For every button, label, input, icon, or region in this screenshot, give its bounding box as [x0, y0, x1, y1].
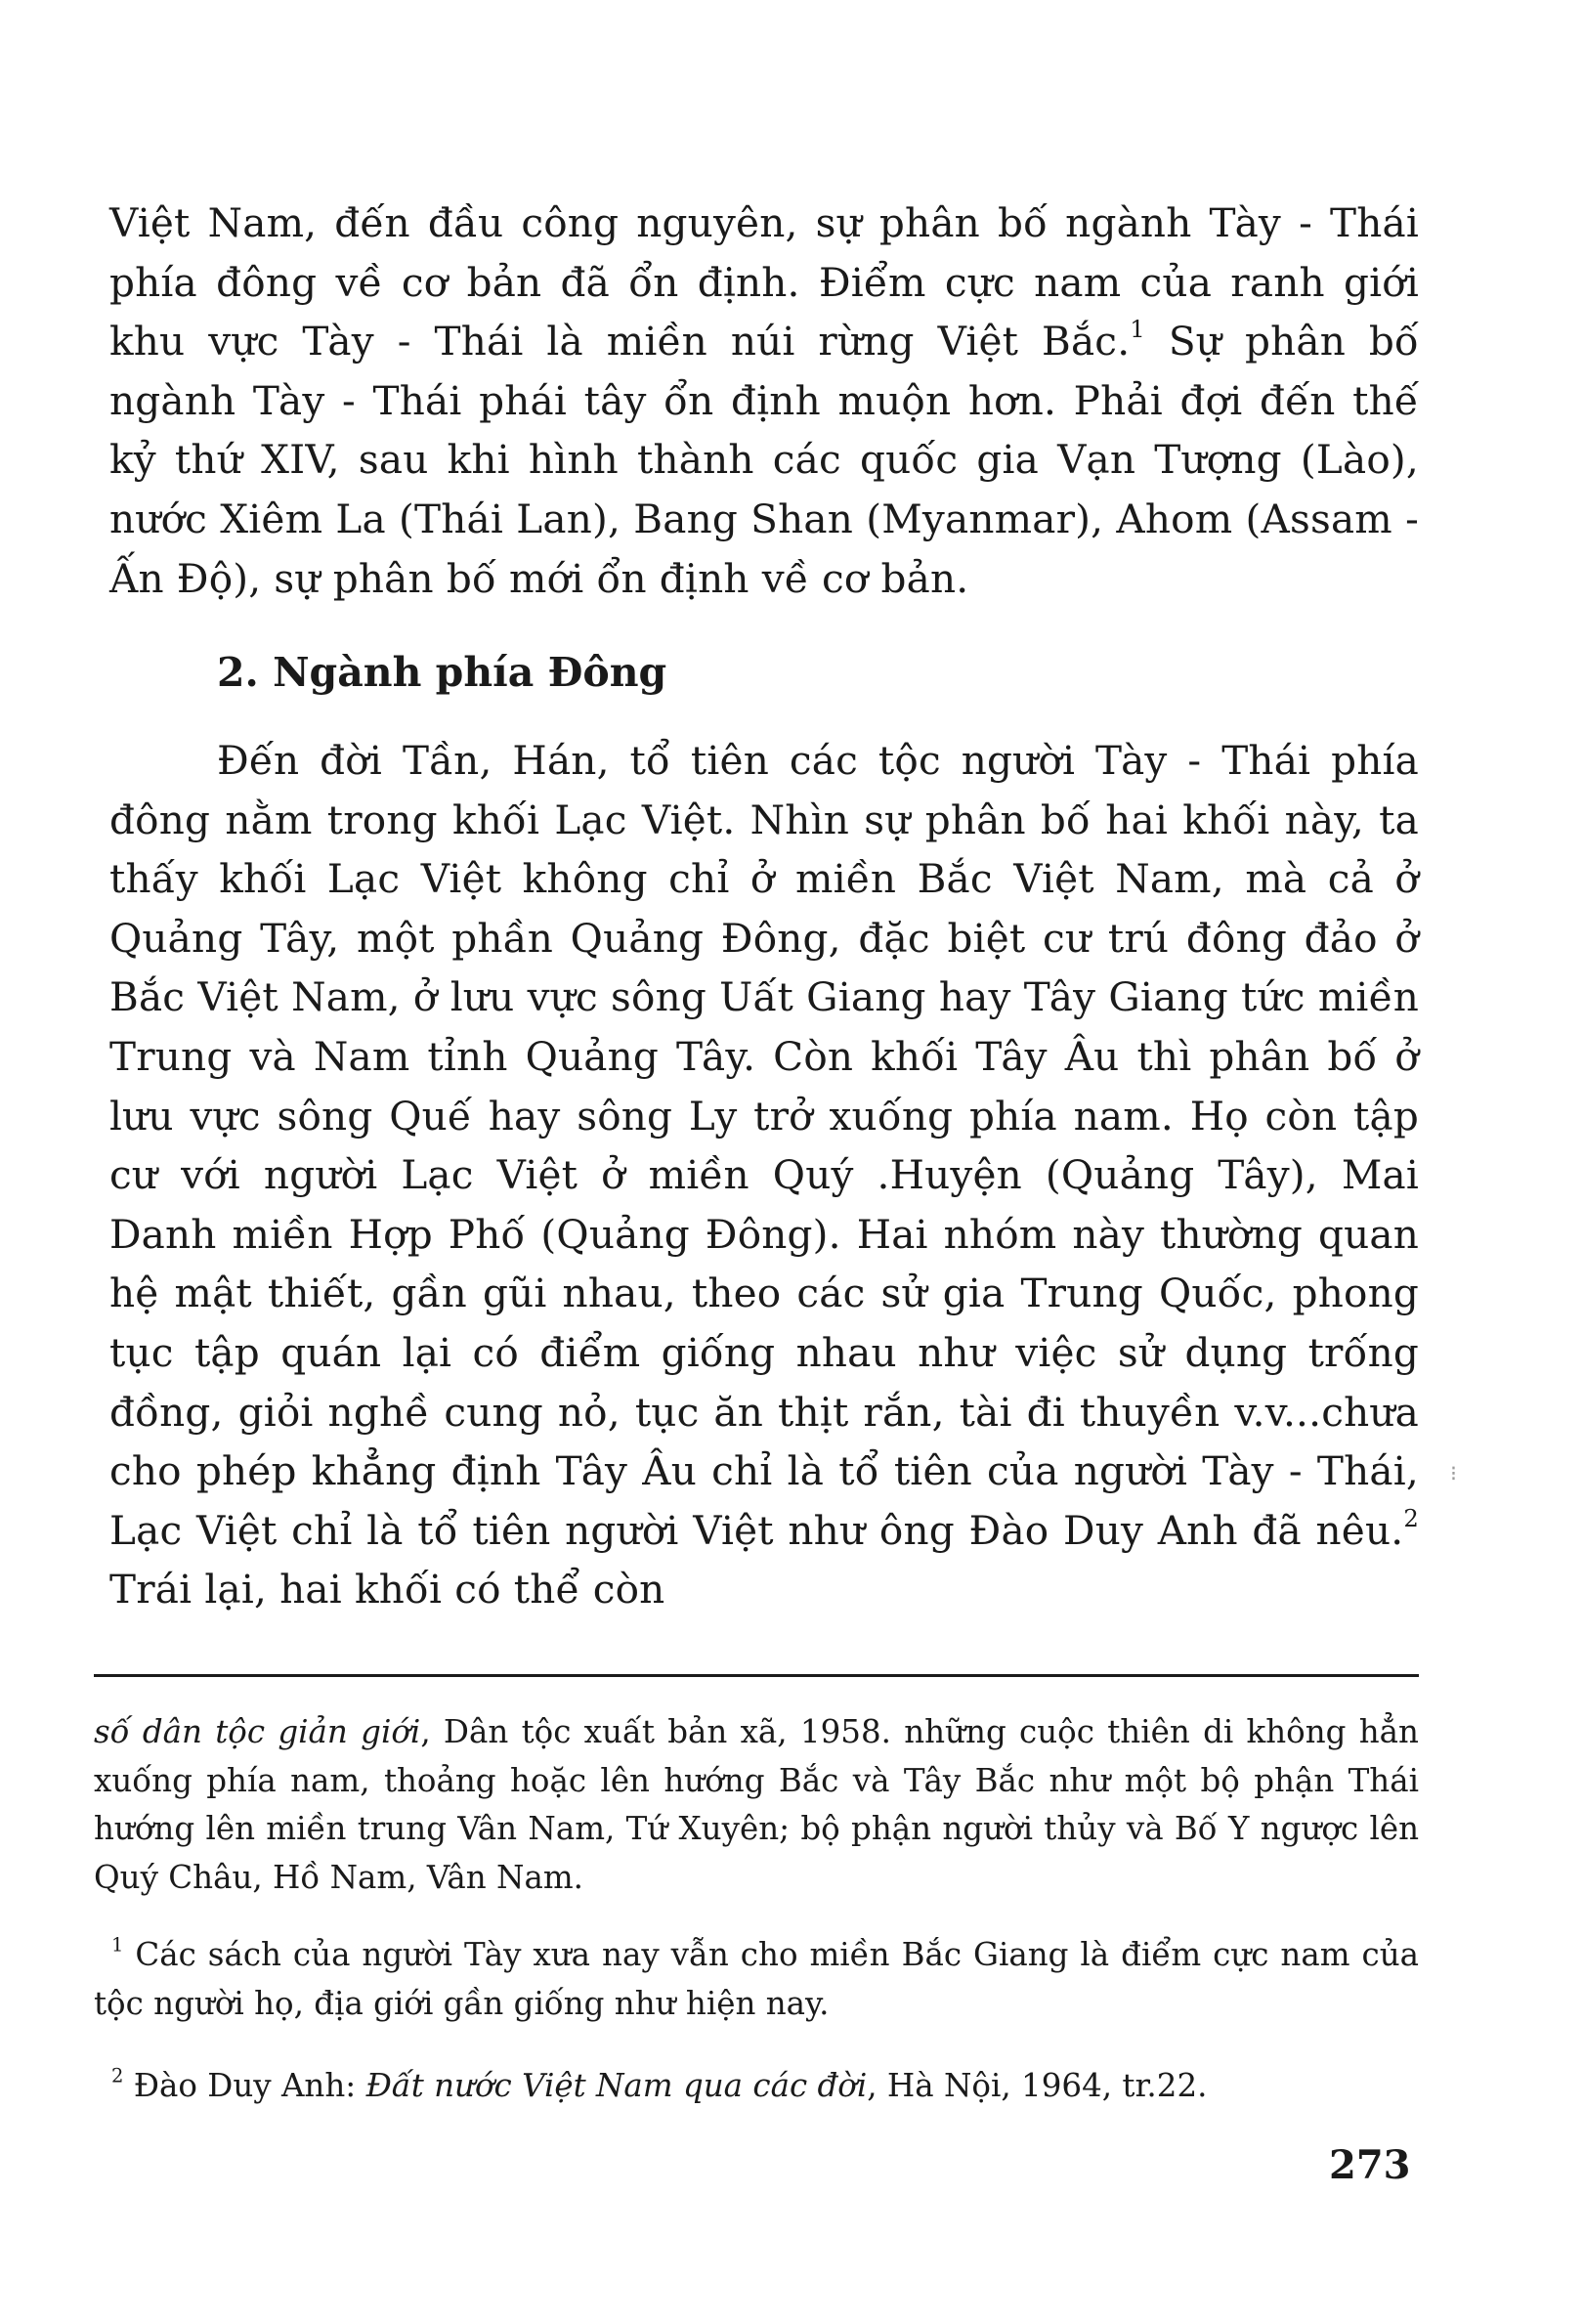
footnote-cont-rest: , Dân tộc xuất bản xã, 1958. những cuộc thiên di không hẳn xuống phía nam, thoảng hoặc lên hướng Bắc và Tây Bắc như một bộ phận Thái hướng lên miền trung Vân Nam, Tứ Xuyên; bộ phận người thủy và Bố Y ngược lên Quý Châu, Hồ Nam, Vân Nam. [94, 1713, 1419, 1896]
paragraph-1-text: Việt Nam, đến đầu công nguyên, sự phân bố ngành Tày - Thái phía đông về cơ bản đã ổn định. Điểm cực nam của ranh giới khu vực Tày - Thái là miền núi rừng Việt Bắc. [109, 199, 1419, 366]
paragraph-2-rest: Trái lại, hai khối có thể còn [109, 1566, 665, 1614]
section-heading: 2. Ngành phía Đông [217, 649, 667, 696]
page-number: 273 [1329, 2142, 1411, 2188]
footnote-2 [94, 2062, 1419, 2111]
footnote-cont-italic: số dân tộc giản giới [94, 1713, 421, 1750]
footnote-2-title: Đất nước Việt Nam qua các đời [365, 2067, 868, 2104]
footnote-1-text: Các sách của người Tày xưa nay vẫn cho miền Bắc Giang là điểm cực nam của tộc người họ, địa giới gần giống như hiện nay. [94, 1936, 1419, 2022]
paragraph-1-rest: Sự phân bố ngành Tày - Thái phái tây ổn định muộn hơn. Phải đợi đến thế kỷ thứ XIV, sau khi hình thành các quốc gia Vạn Tượng (Lào), nước Xiêm La (Thái Lan), Bang Shan (Myanmar), Ahom (Assam - Ấn Độ), sự phân bố mới ổn định về cơ bản. [109, 318, 1420, 602]
paragraph-1 [109, 194, 1419, 608]
footnote-1-marker: 1 [111, 1933, 124, 1957]
footnote-2-author: Đào Duy Anh: [123, 2067, 366, 2104]
margin-mark: ⁝ [1450, 1462, 1457, 1486]
footnote-2-marker: 2 [111, 2064, 124, 2087]
footnote-ref-2: 2 [1403, 1503, 1419, 1532]
footnote-continuation [94, 1708, 1419, 1902]
footnote-ref-1: 1 [1130, 314, 1145, 343]
footnote-2-rest: , Hà Nội, 1964, tr.22. [867, 2067, 1208, 2104]
paragraph-2 [109, 731, 1419, 1619]
footnote-1 [94, 1931, 1419, 2028]
paragraph-2-text: Đến đời Tần, Hán, tổ tiên các tộc người Tày - Thái phía đông nằm trong khối Lạc Việt. Nhìn sự phân bố hai khối này, ta thấy khối Lạc Việt không chỉ ở miền Bắc Việt Nam, mà cả ở Quảng Tây, một phần Quảng Đông, đặc biệt cư trú đông đảo ở Bắc Việt Nam, ở lưu vực sông Uất Giang hay Tây Giang tức miền Trung và Nam tỉnh Quảng Tây. Còn khối Tây Âu thì phân bố ở lưu vực sông Quế hay sông Ly trở xuống phía nam. Họ còn tập cư với người Lạc Việt ở miền Quý .Huyện (Quảng Tây), Mai Danh miền Hợp Phố (Quảng Đông). Hai nhóm này thường quan hệ mật thiết, gần gũi nhau, theo các sử gia Trung Quốc, phong tục tập quán lại có điểm giống nhau như việc sử dụng trống đồng, giỏi nghề cung nỏ, tục ăn thịt rắn, tài đi thuyền v.v...chưa cho phép khẳng định Tây Âu chỉ là tổ tiên của người Tày - Thái, Lạc Việt chỉ là tổ tiên người Việt như ông Đào Duy Anh đã nêu. [109, 737, 1419, 1554]
footnote-divider [94, 1674, 1419, 1677]
